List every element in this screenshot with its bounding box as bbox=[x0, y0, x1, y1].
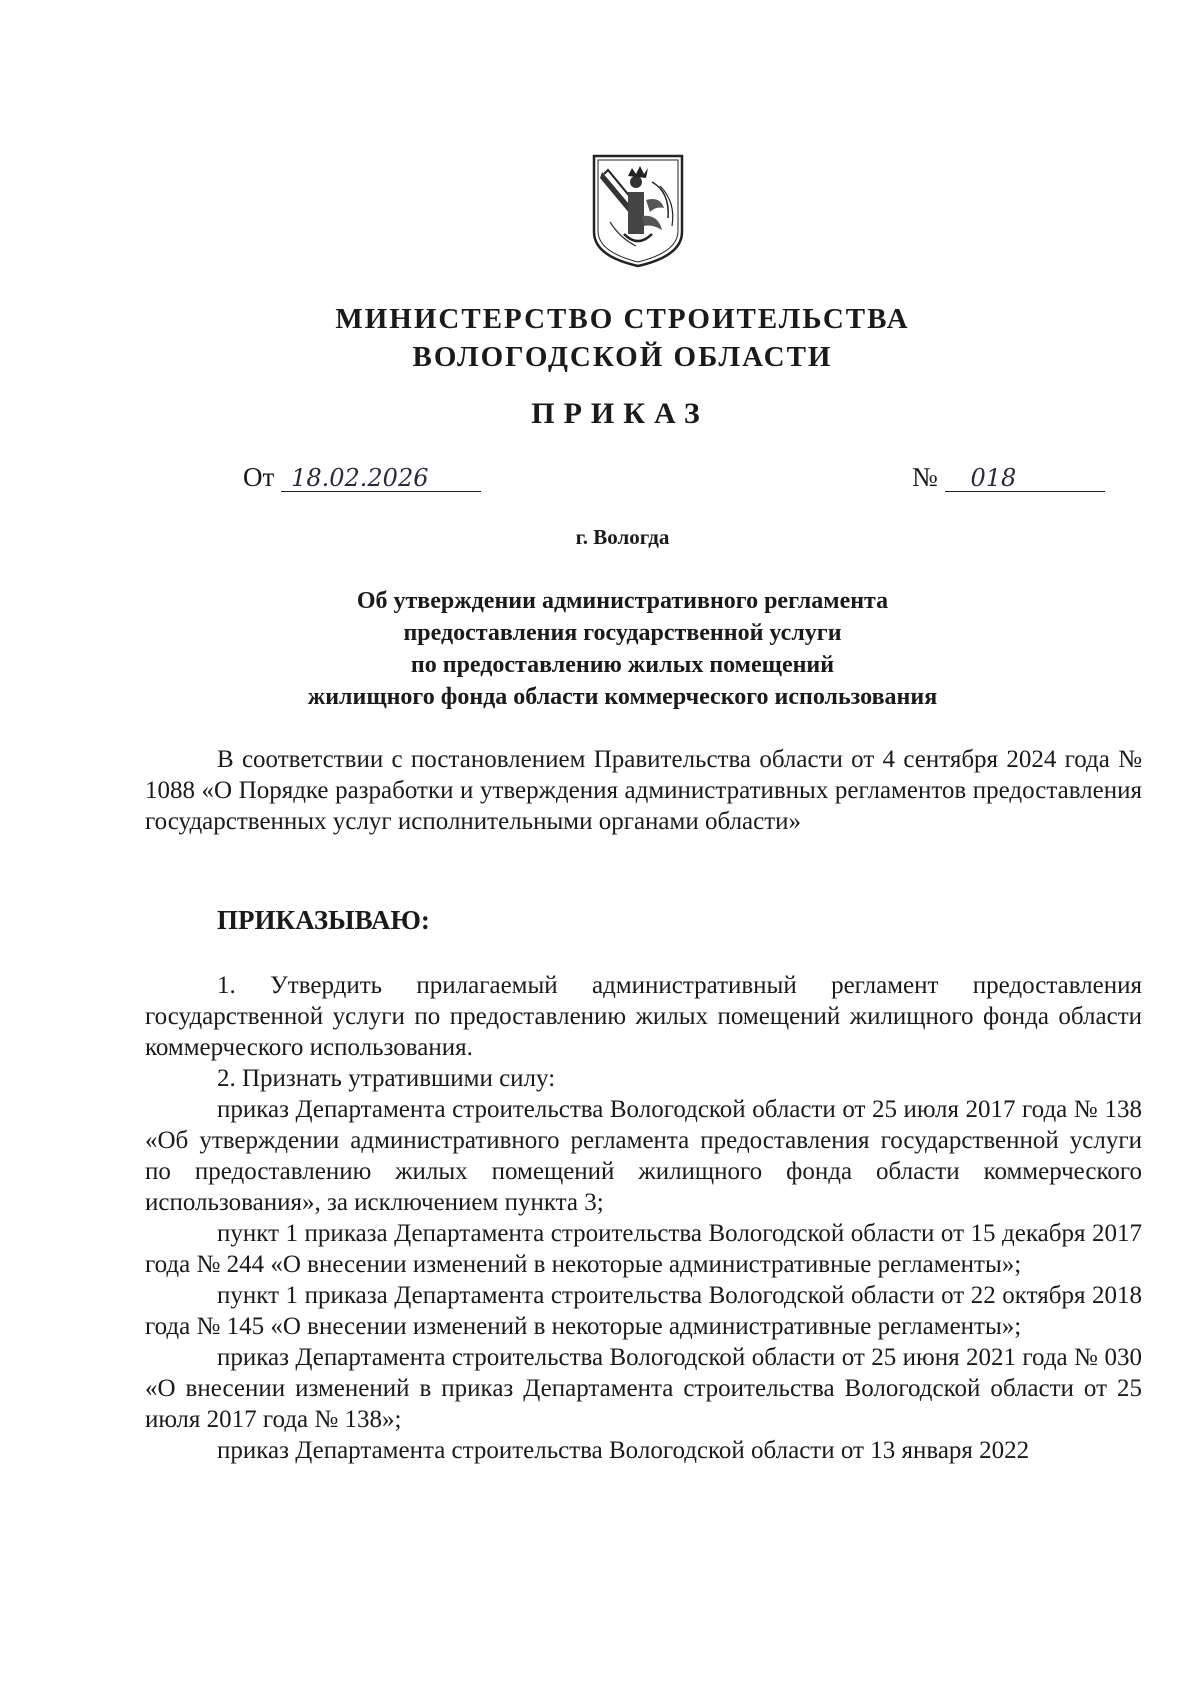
subject-line-1: Об утверждении административного регламента bbox=[356, 588, 889, 614]
document-subject bbox=[0, 585, 1200, 713]
ministry-line-1: МИНИСТЕРСТВО СТРОИТЕЛЬСТВА bbox=[335, 303, 910, 335]
date-value: 18.02.2026 bbox=[281, 465, 481, 492]
date-field bbox=[243, 462, 481, 493]
order-item: приказ Департамента строительства Вологодской области от 13 января 2022 bbox=[217, 1437, 1030, 1464]
order-item: 2. Признать утратившими силу: bbox=[217, 1065, 556, 1092]
document-type: ПРИКАЗ bbox=[531, 397, 709, 430]
order-item: пункт 1 приказа Департамента строительства Вологодской области от 15 декабря 2017 года № 244 «О внесении изменений в некоторые административные регламенты»; bbox=[145, 1220, 1142, 1278]
coat-of-arms-icon bbox=[590, 152, 686, 270]
order-item: приказ Департамента строительства Вологодской области от 25 июня 2021 года № 030 «О внесении изменений в приказ Департамента строительства Вологодской области от 25 июля 2017 года № 138»; bbox=[145, 1344, 1142, 1433]
city-name: г. Вологда bbox=[575, 525, 670, 549]
order-items bbox=[145, 970, 1142, 1466]
order-item: 1. Утвердить прилагаемый административный регламент предоставления государственной услуги по предоставлению жилых помещений жилищного фонда области коммерческого использования. bbox=[145, 972, 1142, 1061]
order-item: приказ Департамента строительства Вологодской области от 25 июля 2017 года № 138 «Об утверждении административного регламента предоставления государственной услуги по предоставлению жилых помещений жилищного фонда области коммерческого использования», за исключением пункта 3; bbox=[145, 1096, 1142, 1216]
decree-heading: ПРИКАЗЫВАЮ: bbox=[217, 905, 430, 935]
number-label: № bbox=[912, 462, 938, 492]
legal-basis bbox=[145, 744, 1142, 837]
subject-line-4: жилищного фонда области коммерческого использования bbox=[307, 684, 938, 710]
number-field bbox=[912, 462, 1105, 493]
ministry-name bbox=[0, 300, 1200, 376]
subject-line-2: предоставления государственной услуги bbox=[403, 620, 842, 646]
order-item: пункт 1 приказа Департамента строительства Вологодской области от 22 октября 2018 года № 145 «О внесении изменений в некоторые административные регламенты»; bbox=[145, 1282, 1142, 1340]
number-value: 018 bbox=[945, 465, 1105, 492]
ministry-line-2: ВОЛОГОДСКОЙ ОБЛАСТИ bbox=[412, 341, 833, 373]
basis-paragraph: В соответствии с постановлением Правительства области от 4 сентября 2024 года № 1088 «О Порядке разработки и утверждения административных регламентов предоставления государственных услуг исполнительными органами области» bbox=[145, 746, 1142, 835]
date-label: От bbox=[243, 462, 275, 492]
subject-line-3: по предоставлению жилых помещений bbox=[410, 652, 835, 678]
